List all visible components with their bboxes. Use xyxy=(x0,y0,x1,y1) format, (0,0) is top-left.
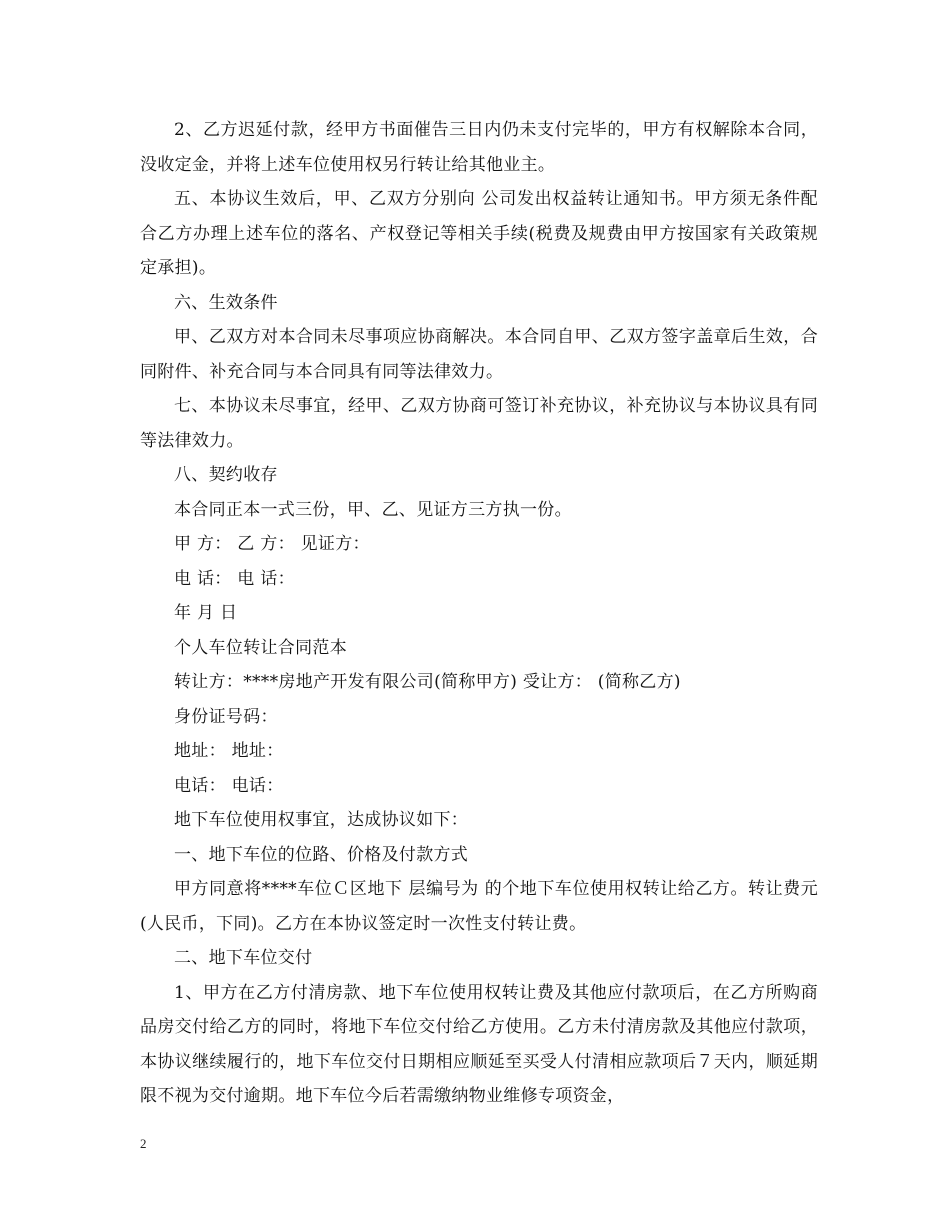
paragraph-effective-conditions: 甲、乙双方对本合同未尽事项应协商解决。本合同自甲、乙双方签字盖章后生效，合同附件、补充合同与本合同具有同等法律效力。 xyxy=(140,327,818,382)
signature-parties-line: 甲 方： 乙 方： 见证方： xyxy=(174,534,370,554)
paragraph-copies: 本合同正本一式三份，甲、乙、见证方三方执一份。 xyxy=(174,499,572,520)
transferor-line: 转让方：****房地产开发有限公司(简称甲方) 受让方： (简称乙方) xyxy=(174,672,681,692)
heading-clause-8: 八、契约收存 xyxy=(174,465,278,485)
paragraph-delivery: 1、甲方在乙方付清房款、地下车位使用权转让费及其他应付款项后，在乙方所购商品房交付给乙方的同时，将地下车位交付给乙方使用。乙方未付清房款及其他应付款项，本协议继续履行的，地下车位交付日期相应顺延至买受人付清相应款项后７天内，顺延期限不视为交付逾期。地下车位今后若需缴纳物业维修专项资金， xyxy=(140,982,818,1106)
paragraph-clause-5: 五、本协议生效后，甲、乙双方分别向 公司发出权益转让通知书。甲方须无条件配合乙方办理上述车位的落名、产权登记等相关手续(税费及规费由甲方按国家有关政策规定承担)。 xyxy=(140,189,818,278)
signature-phone-line: 电 话： 电 话： xyxy=(174,568,295,589)
heading-section-2: 二、地下车位交付 xyxy=(174,948,313,968)
paragraph-transfer-price: 甲方同意将****车位Ｃ区地下 层编号为 的个地下车位使用权转让给乙方。转让费元(人民币，下同)。乙方在本协议签定时一次性支付转让费。 xyxy=(140,879,818,934)
contract-title: 个人车位转让合同范本 xyxy=(174,637,347,658)
id-number-line: 身份证号码： xyxy=(174,706,278,727)
address-line: 地址： 地址： xyxy=(174,741,284,761)
document-body xyxy=(140,113,818,1114)
page-number: 2 xyxy=(140,1136,147,1151)
agreement-intro: 地下车位使用权事宜，达成协议如下： xyxy=(174,810,469,830)
heading-clause-6: 六、生效条件 xyxy=(174,292,278,313)
phone-line: 电话： 电话： xyxy=(174,775,284,796)
paragraph-late-payment: 2、乙方迟延付款，经甲方书面催告三日内仍未支付完毕的，甲方有权解除本合同，没收定金，并将上述车位使用权另行转让给其他业主。 xyxy=(140,120,818,175)
paragraph-clause-7: 七、本协议未尽事宜，经甲、乙双方协商可签订补充协议，补充协议与本协议具有同等法律效力。 xyxy=(140,396,818,451)
signature-date-line: 年 月 日 xyxy=(174,603,238,623)
heading-section-1: 一、地下车位的位路、价格及付款方式 xyxy=(174,844,469,865)
